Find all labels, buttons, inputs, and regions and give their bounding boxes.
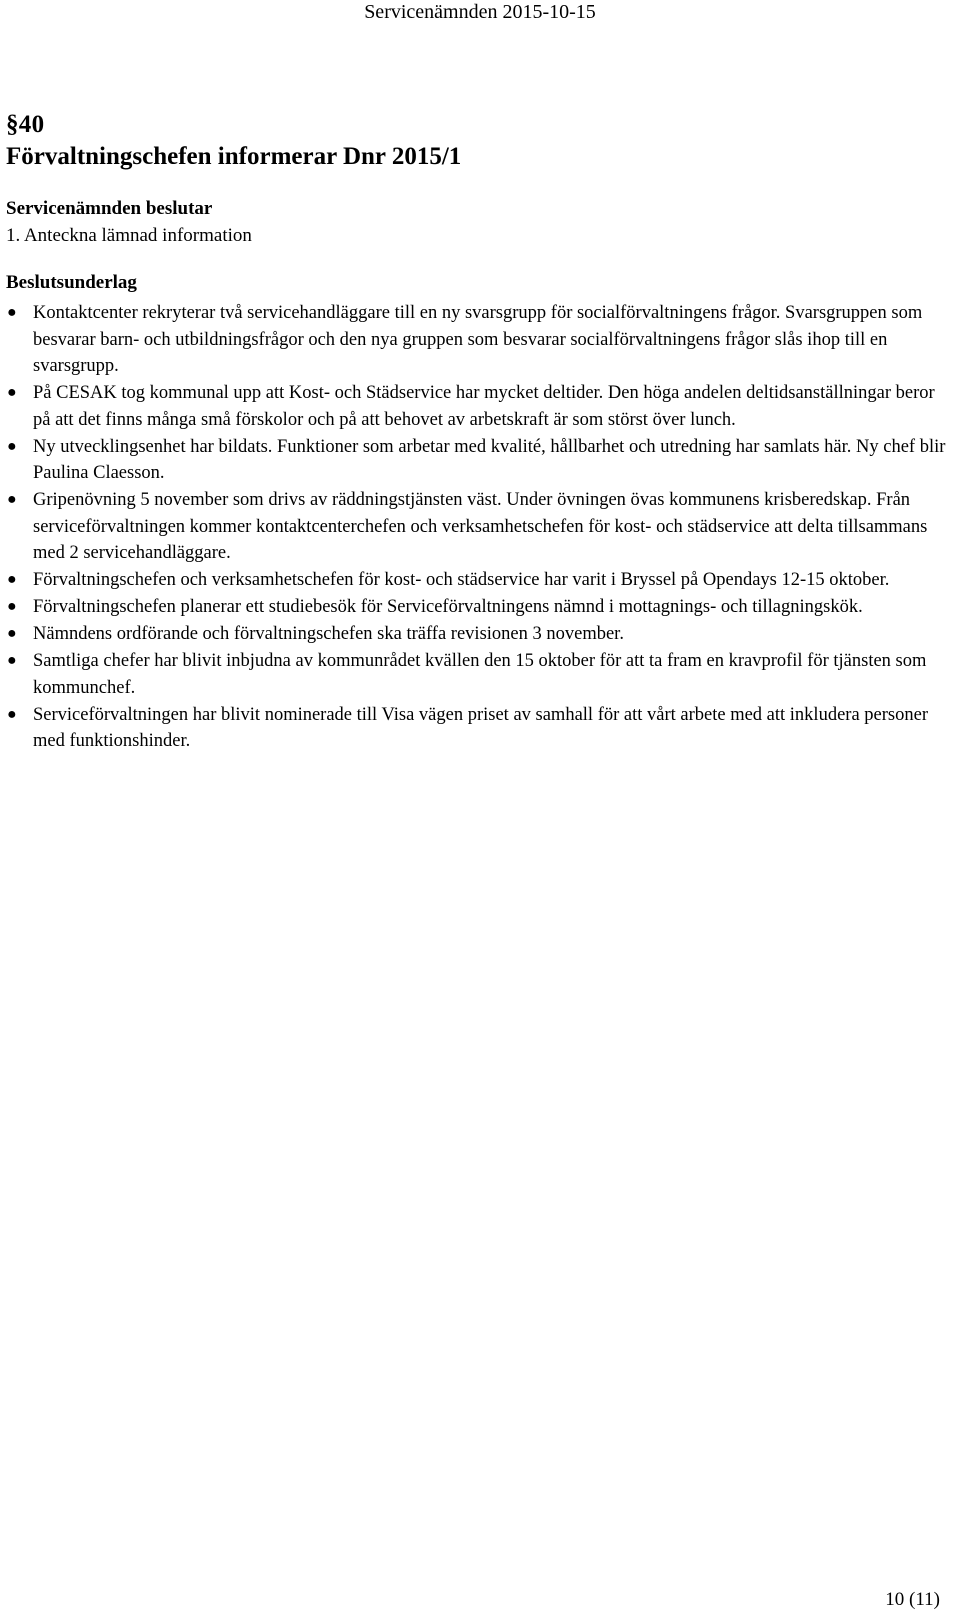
bullet-icon: ●: [7, 598, 17, 615]
section-title: Förvaltningschefen informerar Dnr 2015/1: [6, 143, 462, 170]
list-item-text: Serviceförvaltningen har blivit nominerade till Visa vägen priset av samhall för att vårt arbete med att inkludera personer med funktionshinder.: [33, 704, 928, 751]
list-item-text: På CESAK tog kommunal upp att Kost- och Städservice har mycket deltider. Den höga andelen deltidsanställningar beror på att det finns många små förskolor och på att behovet av arbetskraft är som störst över lunch.: [33, 383, 935, 430]
list-item: [6, 380, 946, 433]
decision-item: 1. Anteckna lämnad information: [6, 225, 252, 246]
bullet-icon: ●: [7, 437, 17, 455]
list-item-text: Förvaltningschefen planerar ett studiebesök för Serviceförvaltningens nämnd i mottagnings- och tillagningskök.: [33, 597, 863, 617]
list-item: [6, 434, 946, 487]
bullet-icon: ●: [7, 705, 17, 723]
bullet-icon: ●: [7, 625, 17, 642]
list-item-text: Gripenövning 5 november som drivs av räddningstjänsten väst. Under övningen övas kommunens krisberedskap. Från serviceförvaltningen kommer kontaktcenterchefen och verksamhetschefen för kost- och städservice att delta tillsammans med 2 servicehandläggare.: [33, 490, 928, 563]
document-body: [6, 110, 946, 755]
page-header: Servicenämnden 2015-10-15: [364, 1, 596, 23]
bullet-icon: ●: [7, 571, 17, 588]
list-item-text: Kontaktcenter rekryterar två servicehandläggare till en ny svarsgrupp för socialförvaltningens frågor. Svarsgruppen som besvarar barn- och utbildningsfrågor och den nya gruppen som besvarar socialförvaltningens frågor slås ihop till en svarsgrupp.: [33, 303, 923, 376]
basis-list: [6, 300, 946, 755]
bullet-icon: ●: [7, 652, 17, 669]
list-item: [6, 621, 946, 648]
bullet-icon: ●: [7, 491, 17, 508]
page-number: 10 (11): [885, 1589, 940, 1610]
decision-heading: Servicenämnden beslutar: [6, 198, 213, 219]
bullet-icon: ●: [7, 304, 17, 321]
basis-heading: Beslutsunderlag: [6, 272, 137, 293]
list-item-text: Nämndens ordförande och förvaltningschefen ska träffa revisionen 3 november.: [33, 624, 624, 644]
section-number: §40: [6, 111, 45, 138]
list-item: [6, 487, 946, 567]
list-item-text: Förvaltningschefen och verksamhetschefen för kost- och städservice har varit i Bryssel på Opendays 12-15 oktober.: [33, 570, 890, 590]
bullet-icon: ●: [7, 384, 17, 401]
list-item: [6, 300, 946, 380]
list-item: [6, 594, 946, 621]
list-item: [6, 567, 946, 594]
list-item: [6, 648, 946, 701]
list-item-text: Samtliga chefer har blivit inbjudna av kommunrådet kvällen den 15 oktober för att ta fram en kravprofil för tjänsten som kommunchef.: [33, 651, 927, 698]
list-item: [6, 702, 946, 755]
list-item-text: Ny utvecklingsenhet har bildats. Funktioner som arbetar med kvalité, hållbarhet och utredning har samlats här. Ny chef blir Paulina Claesson.: [33, 436, 946, 483]
